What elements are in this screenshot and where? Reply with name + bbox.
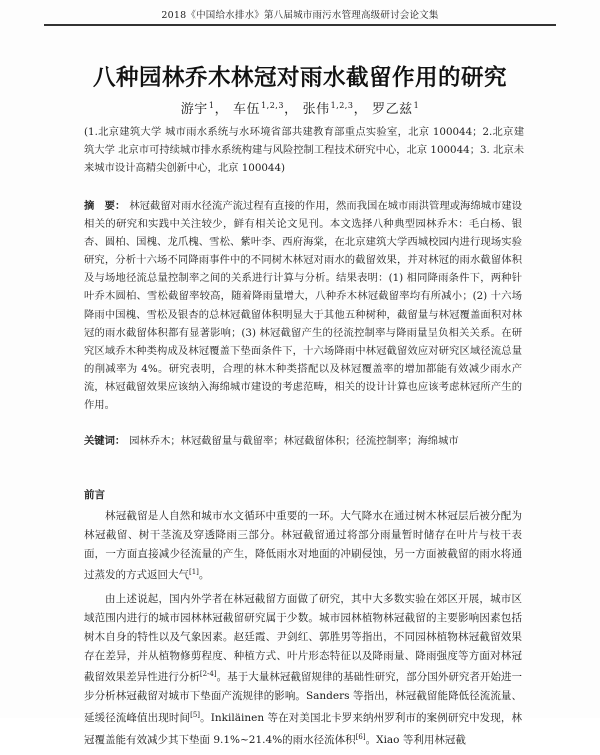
affiliations: (1.北京建筑大学 城市雨水系统与水环境省部共建教育部重点实验室，北京 100044；2.北京建筑大学 北京市可持续城市排水系统构建与风险控制工程技术研究中心，北京 100044；3. 北京未来城市设计高精尖创新中心，北京 100044) <box>84 126 524 174</box>
author-affil-mark: 1 <box>208 101 215 110</box>
running-header: 2018《中国给水排水》第八届城市雨污水管理高级研讨会论文集 <box>161 10 439 21</box>
author-affil-mark: 1,2,3 <box>261 101 284 110</box>
citation: [6] <box>355 732 366 741</box>
author-name: 车伍 <box>233 102 261 117</box>
author-name: 张伟 <box>302 102 330 117</box>
abstract-label: 摘 要： <box>84 200 126 212</box>
abstract-text: 林冠截留对雨水径流产流过程有直接的作用，然而我国在城市雨洪管理或海绵城市建设相关的研究和实践中关注较少，鲜有相关论文见刊。本文选择八种典型园林乔木：毛白杨、银杏、圆柏、国槐、龙爪槐、雪松、紫叶李、西府海棠，在北京建筑大学西城校园内进行现场实验研究，分析十六场不同降雨事件中的不同树木林冠对雨水的截留效果，并对林冠的雨水截留体积及与场地径流总量控制率之间的关系进行计算与分析。结果表明：(1) 相同降雨条件下，两种针叶乔木圆柏、雪松截留率较高，随着降雨量增大，八种乔木林冠截留率均有所减小；(2) 十六场降雨中国槐、雪松及银杏的总林冠截留体积明显大于其他五种树种，截留量与林冠覆盖面积对林冠的雨水截留体积都有显著影响；(3) 林冠截留产生的径流控制率与降雨量呈负相关关系。在研究区域乔木种类构成及林冠覆盖下垫面条件下，十六场降雨中林冠截留效应对研究区域径流总量的削减率为 4%。研究表明，合理的林木种类搭配以及林冠覆盖率的增加都能有效减少雨水产流，林冠截留效果应该纳入海绵城市建设的考虑范畴，相关的设计计算也应该考虑林冠所产生的作用。 <box>84 200 523 412</box>
header-rule <box>44 24 556 26</box>
author-name: 游宇 <box>180 102 208 117</box>
section-heading: 前言 <box>84 489 105 501</box>
body-paragraph: 由上述说起，国内外学者在林冠截留方面做了研究，其中大多数实验在郊区开展，城市区域范围内进行的城市园林林冠截留研究属于少数。城市园林植物林冠截留的主要影响因素包括树木自身的特性以及气象因素。赵廷霞、尹剑红、郭胜男等指出，不同园林植物林冠截留效果存在差异，并从植物修剪程度、种植方式、叶片形态特征以及降雨量、降雨强度等方面对林冠截留效果差异性进行分析[2-4]。基于大量林冠截留规律的基础性研究，部分国外研究者开始进一步分析林冠截留对城市下垫面产流规律的影响。Sanders 等指出，林冠截留能降低径流流量、延缓径流峰值出现时间[5]。Inkiläinen 等在对美国北卡罗来纳州罗利市的案例研究中发现，林冠覆盖能有效减少其下垫面 9.1%~21.4%的雨水径流体积[6]。Xiao 等利用林冠截 <box>84 593 523 746</box>
author-affil-mark: 1 <box>413 101 420 110</box>
author-affil-mark: 1,2,3 <box>330 101 354 110</box>
author-name: 罗乙兹 <box>372 102 413 117</box>
keywords <box>84 432 522 450</box>
keywords-text: 园林乔木；林冠截留量与截留率；林冠截留体积；径流控制率；海绵城市 <box>129 435 459 447</box>
body-text <box>84 507 522 755</box>
body-paragraph: 林冠截留是人自然和城市水文循环中重要的一环。大气降水在通过树木林冠层后被分配为林冠截留、树干茎流及穿透降雨三部分。林冠截留通过将部分雨量暂时储存在叶片与枝干表面，一方面直接减少径流量的产生，降低雨水对地面的冲刷侵蚀，另一方面被截留的雨水将通过蒸发的方式返回大气[1]。 <box>84 510 522 582</box>
author-list: 游宇$^1$， 车伍$^{1,2,3}$， 张伟$^{1,2,3}$， 罗乙兹$^1$ <box>180 101 420 117</box>
abstract <box>84 197 522 414</box>
keywords-label: 关键词： <box>84 435 126 447</box>
paper-title: 八种园林乔木林冠对雨水截留作用的研究 <box>92 65 507 91</box>
citation: [5] <box>190 710 201 719</box>
citation: [1] <box>189 568 199 577</box>
citation: [2-4] <box>199 670 217 679</box>
